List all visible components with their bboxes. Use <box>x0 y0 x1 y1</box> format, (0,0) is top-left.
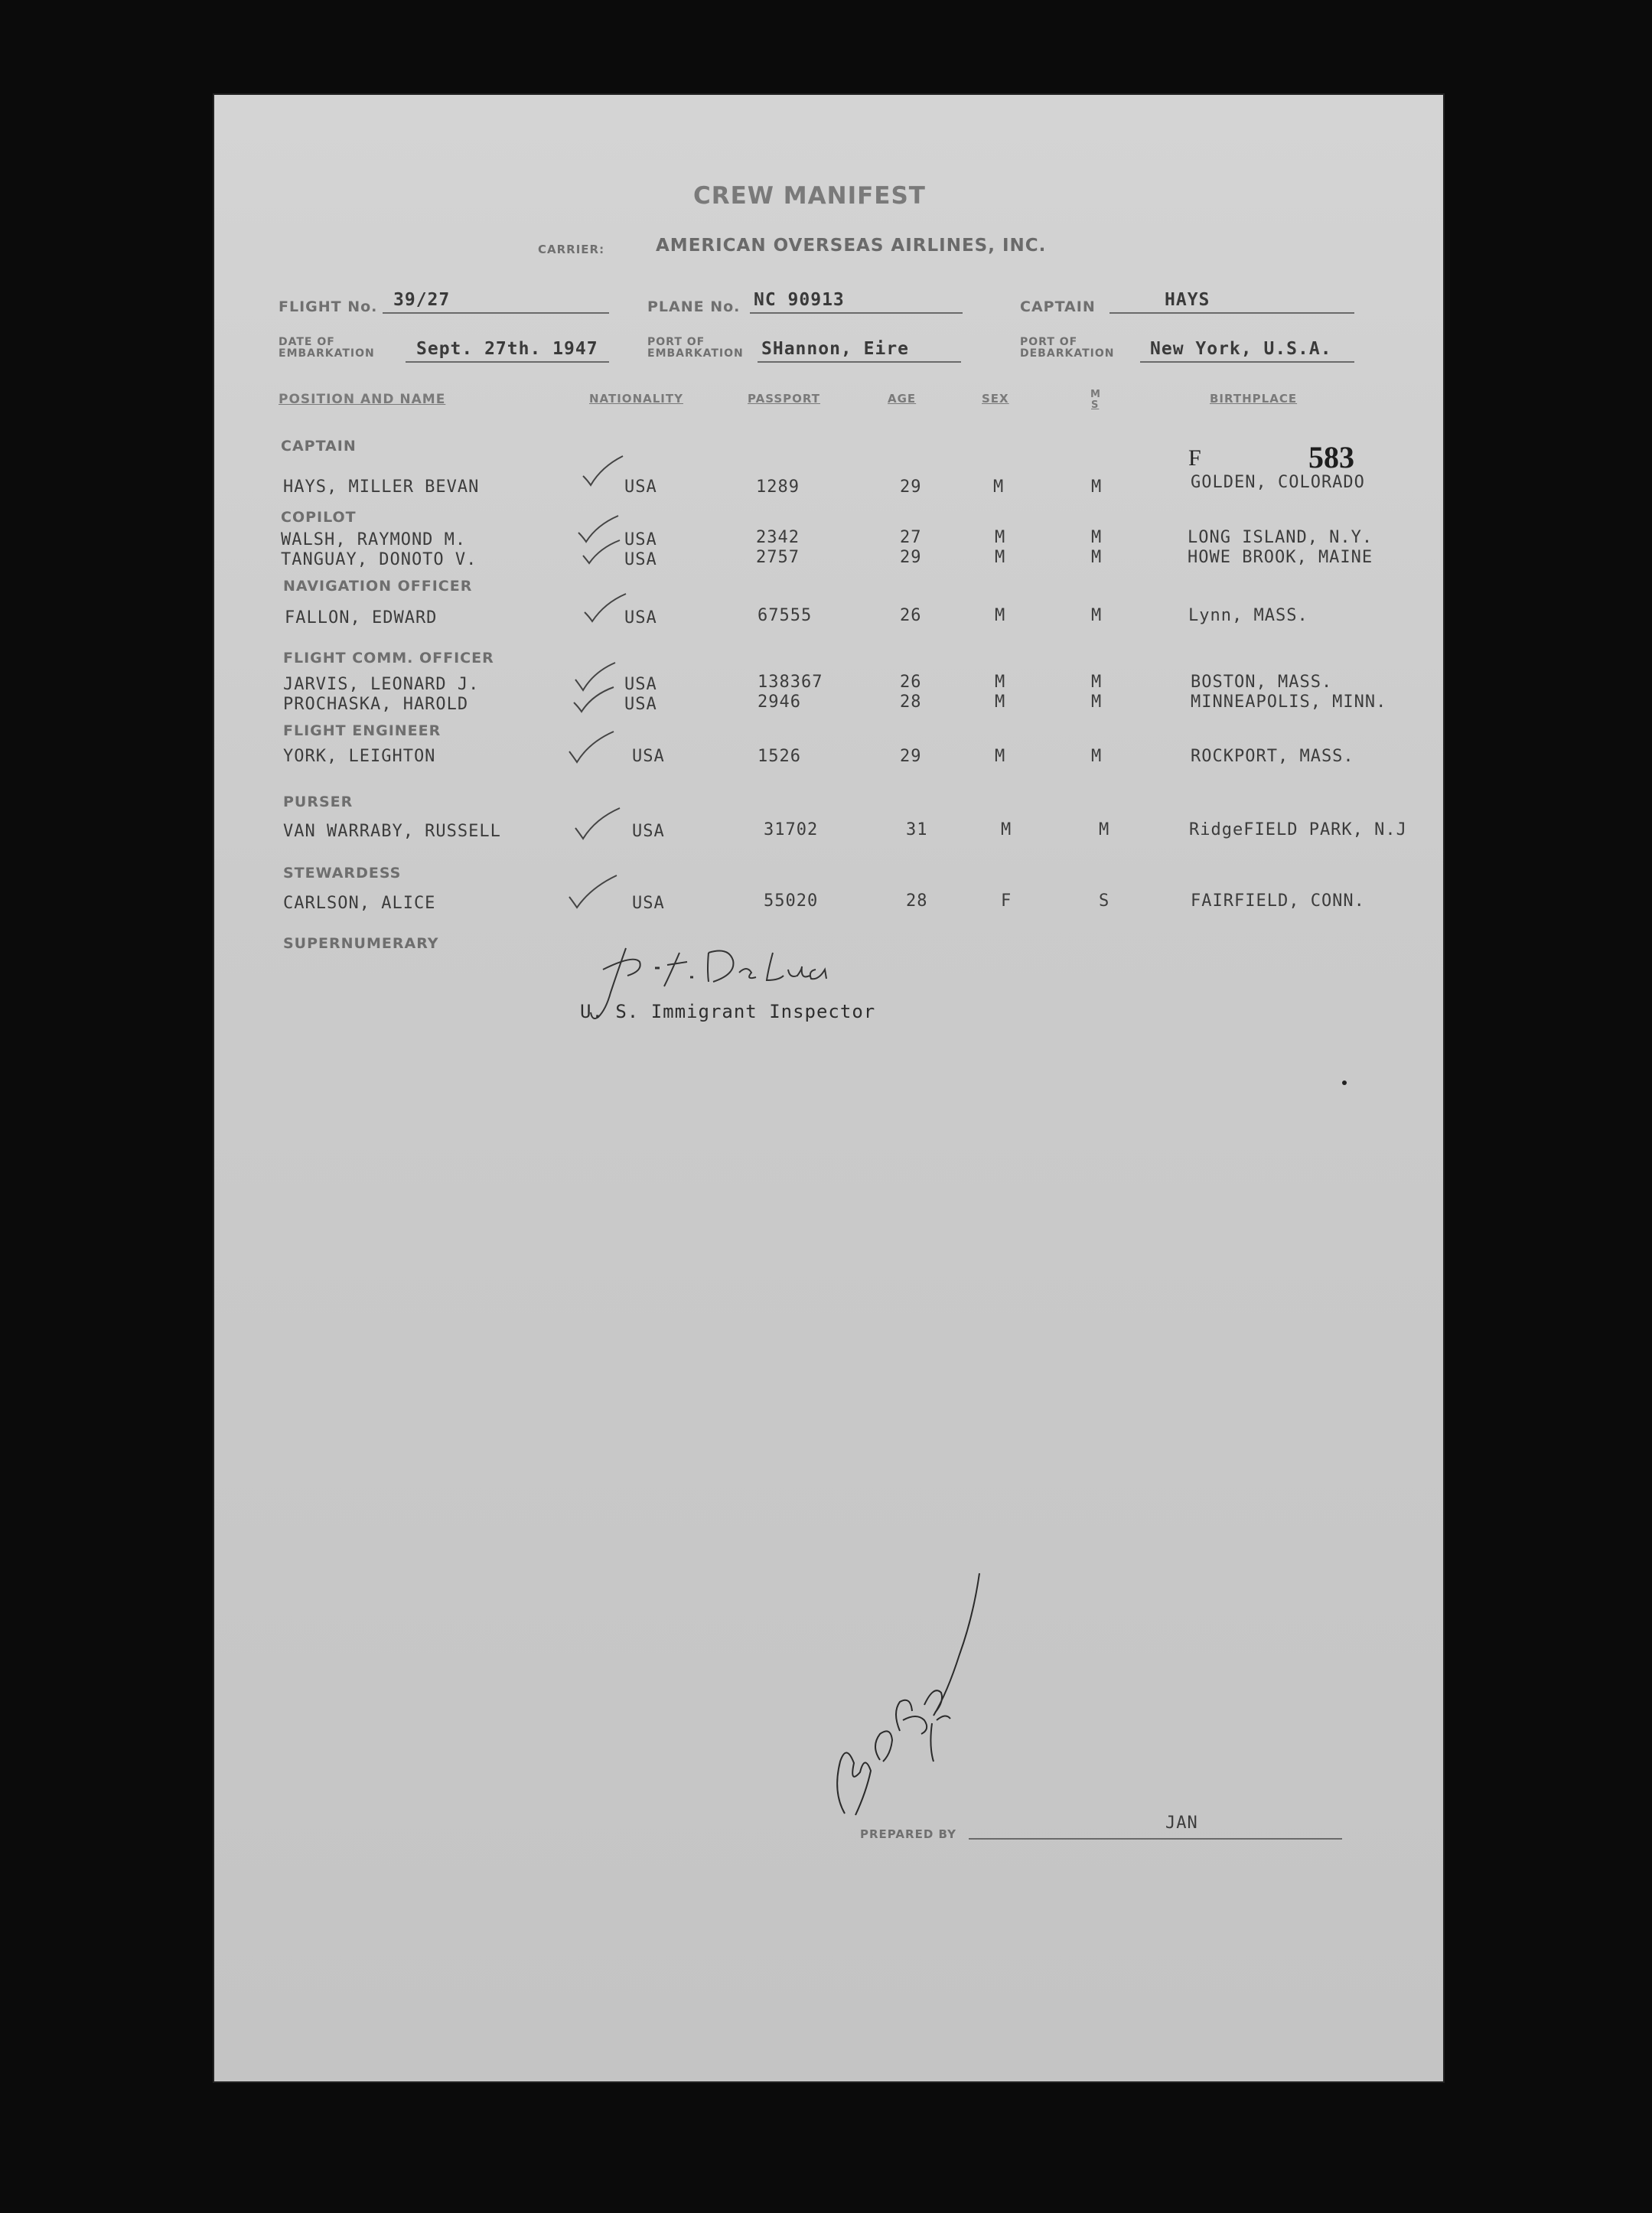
port-deb-label-2: DEBARKATION <box>1020 347 1115 360</box>
crew-name: VAN WARRABY, RUSSELL <box>283 822 501 841</box>
col-birthplace: BIRTHPLACE <box>1210 392 1298 406</box>
carrier-name: AMERICAN OVERSEAS AIRLINES, INC. <box>656 236 1047 256</box>
crew-sex: M <box>993 477 1005 497</box>
checkmark-icon <box>566 728 617 765</box>
crew-age: 29 <box>900 747 922 766</box>
crew-ms: M <box>1091 693 1103 712</box>
checkmark-icon <box>580 537 623 566</box>
crew-sex: M <box>995 693 1006 712</box>
section-stewardess: STEWARDESS <box>283 865 402 882</box>
crew-name: FALLON, EDWARD <box>285 608 438 627</box>
crew-age: 31 <box>906 820 928 839</box>
section-supernumerary: SUPERNUMERARY <box>283 935 439 952</box>
crew-birthplace: HOWE BROOK, MAINE <box>1188 548 1373 567</box>
crew-age: 28 <box>900 693 922 712</box>
crew-passport: 2946 <box>758 693 801 712</box>
crew-nationality: USA <box>624 477 657 497</box>
crew-nationality: USA <box>624 550 657 569</box>
checkmark-icon <box>572 805 623 842</box>
plane-label: PLANE No. <box>647 298 741 315</box>
crew-sex: M <box>995 528 1006 547</box>
carrier-label: CARRIER: <box>538 243 605 256</box>
crew-birthplace: LONG ISLAND, N.Y. <box>1188 528 1373 547</box>
col-sex: SEX <box>982 392 1009 406</box>
section-navigation: NAVIGATION OFFICER <box>283 578 473 595</box>
crew-ms: M <box>1099 820 1110 839</box>
manifest-page <box>213 93 1445 2083</box>
crew-sex: M <box>995 673 1006 692</box>
captain-label: CAPTAIN <box>1020 298 1096 315</box>
port-debarkation: New York, U.S.A. <box>1150 339 1332 359</box>
crew-age: 27 <box>900 528 922 547</box>
crew-name: YORK, LEIGHTON <box>283 747 436 766</box>
crew-passport: 2757 <box>756 548 800 567</box>
preparer-signature <box>810 1570 993 1846</box>
col-passport: PASSPORT <box>748 392 821 406</box>
port-embarkation: SHannon, Eire <box>761 339 910 359</box>
checkmark-icon <box>580 453 626 488</box>
crew-birthplace: GOLDEN, COLORADO <box>1191 473 1365 492</box>
captain-value: HAYS <box>1165 290 1210 310</box>
crew-age: 29 <box>900 548 922 567</box>
crew-birthplace: MINNEAPOLIS, MINN. <box>1191 693 1387 712</box>
crew-nationality: USA <box>624 530 657 549</box>
page-title: CREW MANIFEST <box>693 182 926 210</box>
col-nationality: NATIONALITY <box>589 392 683 406</box>
crew-age: 26 <box>900 606 922 625</box>
port-emb-label-2: EMBARKATION <box>647 347 744 360</box>
section-engineer: FLIGHT ENGINEER <box>283 722 442 739</box>
crew-ms: M <box>1091 606 1103 625</box>
crew-ms: M <box>1091 548 1103 567</box>
crew-ms: M <box>1091 528 1103 547</box>
checkmark-icon <box>582 591 629 624</box>
crew-sex: M <box>1001 820 1012 839</box>
crew-age: 28 <box>906 891 928 911</box>
port-deb-label-1: PORT OF <box>1020 336 1078 348</box>
crew-name: JARVIS, LEONARD J. <box>283 675 480 694</box>
crew-passport: 31702 <box>764 820 819 839</box>
crew-name: PROCHASKA, HAROLD <box>283 695 469 714</box>
crew-sex: M <box>995 606 1006 625</box>
section-copilot: COPILOT <box>281 509 357 526</box>
crew-passport: 138367 <box>758 673 823 692</box>
checkmark-icon <box>566 872 620 911</box>
checkmark-icon <box>571 684 617 715</box>
crew-name: TANGUAY, DONOTO V. <box>281 550 477 569</box>
section-purser: PURSER <box>283 794 354 810</box>
crew-ms: M <box>1091 747 1103 766</box>
page-number-prefix: F <box>1188 445 1201 471</box>
page-number: 583 <box>1308 440 1354 474</box>
flight-number: 39/27 <box>393 290 451 310</box>
crew-birthplace: Lynn, MASS. <box>1188 606 1308 625</box>
crew-nationality: USA <box>624 695 657 714</box>
crew-passport: 67555 <box>758 606 813 625</box>
date-label-1: DATE OF <box>279 336 335 348</box>
crew-nationality: USA <box>632 747 665 766</box>
section-comm: FLIGHT COMM. OFFICER <box>283 650 494 667</box>
crew-ms: S <box>1099 891 1110 911</box>
crew-passport: 2342 <box>756 528 800 547</box>
crew-nationality: USA <box>632 894 665 913</box>
crew-nationality: USA <box>624 608 657 627</box>
crew-birthplace: RidgeFIELD PARK, N.J <box>1189 820 1407 839</box>
crew-ms: M <box>1091 673 1103 692</box>
flight-label: FLIGHT No. <box>279 298 378 315</box>
port-emb-label-1: PORT OF <box>647 336 705 348</box>
crew-passport: 1289 <box>756 477 800 497</box>
crew-nationality: USA <box>632 822 665 841</box>
col-position-name: POSITION AND NAME <box>279 392 446 407</box>
date-label-2: EMBARKATION <box>279 347 375 360</box>
plane-number: NC 90913 <box>754 290 845 310</box>
crew-sex: F <box>1001 891 1012 911</box>
col-ms-2: S <box>1091 399 1100 411</box>
crew-ms: M <box>1091 477 1103 497</box>
crew-passport: 1526 <box>758 747 801 766</box>
crew-name: CARLSON, ALICE <box>283 894 436 913</box>
col-ms-1: M <box>1090 389 1101 400</box>
date-embarkation: Sept. 27th. 1947 <box>416 339 598 359</box>
col-age: AGE <box>888 392 917 406</box>
inspector-title: U. S. Immigrant Inspector <box>580 1001 876 1022</box>
crew-birthplace: FAIRFIELD, CONN. <box>1191 891 1365 911</box>
section-captain: CAPTAIN <box>281 438 357 455</box>
crew-age: 29 <box>900 477 922 497</box>
prepared-by-label: PREPARED BY <box>860 1827 956 1841</box>
crew-birthplace: BOSTON, MASS. <box>1191 673 1333 692</box>
crew-passport: 55020 <box>764 891 819 911</box>
crew-birthplace: ROCKPORT, MASS. <box>1191 747 1354 766</box>
prepared-by-value: JAN <box>1165 1814 1198 1833</box>
crew-name: WALSH, RAYMOND M. <box>281 530 467 549</box>
crew-sex: M <box>995 548 1006 567</box>
crew-name: HAYS, MILLER BEVAN <box>283 477 480 497</box>
crew-nationality: USA <box>624 675 657 694</box>
crew-age: 26 <box>900 673 922 692</box>
crew-sex: M <box>995 747 1006 766</box>
scan-speck <box>1342 1080 1347 1085</box>
